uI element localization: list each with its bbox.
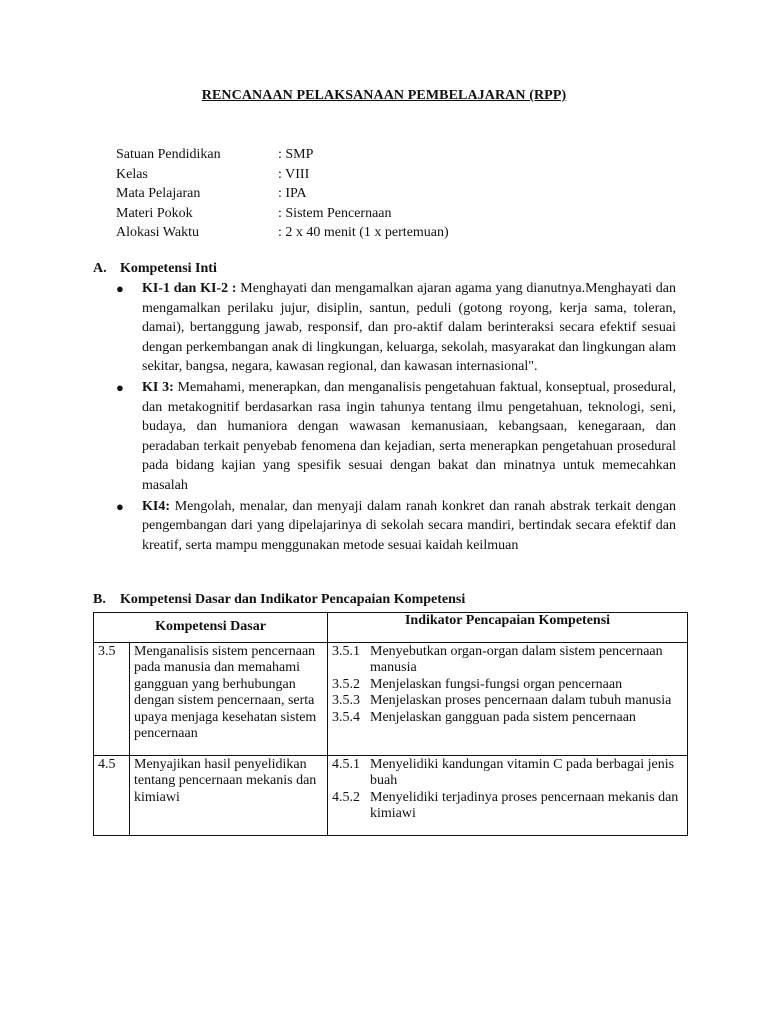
table-header-row bbox=[94, 613, 688, 643]
section-b-heading bbox=[93, 592, 465, 608]
ki-text: Menghayati dan mengamalkan ajaran agama yang dianutnya.Menghayati dan mengamalkan perilaku jujur, disiplin, santun, peduli (gotong royong, kerja sama, toleran, damai), bertanggung jawab, responsif, dan pro-aktif dalam berinteraksi secara efektif sesuai dengan perkembangan anak di lingkungan, keluarga, sekolah, masyarakat dan lingkungan alam sekitar, bangsa, negara, kawasan regional, dan kawasan internasional". bbox=[142, 281, 676, 375]
kd-text: Menganalisis sistem pencernaan pada manusia dan memahami gangguan yang berhubungan dengan sistem pencernaan, serta upaya menjaga kesehatan sistem pencernaan bbox=[130, 642, 328, 755]
list-item bbox=[116, 279, 676, 377]
document-title: RENCANAAN PELAKSANAAN PEMBELAJARAN (RPP) bbox=[201, 88, 567, 103]
indicator-item bbox=[332, 757, 683, 790]
indicator-item bbox=[332, 693, 683, 710]
indicator-number: 4.5.1 bbox=[332, 756, 361, 772]
identity-block bbox=[116, 145, 449, 243]
bullet-icon: ● bbox=[116, 379, 124, 395]
indicator-item bbox=[332, 790, 683, 823]
indicator-text: Menjelaskan gangguan pada sistem pencernaan bbox=[370, 709, 636, 725]
kd-text: Menyajikan hasil penyelidikan tentang pencernaan mekanis dan kimiawi bbox=[130, 755, 328, 835]
ki-label: KI 3: bbox=[142, 379, 174, 395]
kd-code: 4.5 bbox=[94, 755, 130, 835]
section-b-title: Kompetensi Dasar dan Indikator Pencapaian Kompetensi bbox=[120, 592, 466, 607]
identity-value: : IPA bbox=[278, 186, 307, 201]
kompetensi-inti-list bbox=[116, 279, 676, 556]
indicator-text: Menyebutkan organ-organ dalam sistem pencernaan manusia bbox=[370, 643, 663, 675]
ki-text: Mengolah, menalar, dan menyaji dalam ranah konkret dan ranah abstrak terkait dengan pengembangan dari yang dipelajarinya di sekolah secara mandiri, bertindak secara efektif dan kreatif, serta mampu menggunakan metode sesuai kaidah keilmuan bbox=[142, 498, 676, 553]
column-header-kd: Kompetensi Dasar bbox=[94, 613, 328, 643]
section-a-letter: A. bbox=[93, 261, 107, 276]
section-a-title: Kompetensi Inti bbox=[120, 261, 217, 276]
identity-row bbox=[116, 145, 449, 165]
table-row bbox=[94, 755, 688, 835]
list-item bbox=[116, 378, 676, 496]
indicator-number: 3.5.1 bbox=[332, 643, 361, 659]
identity-label: Alokasi Waktu bbox=[116, 225, 199, 240]
indicator-number: 3.5.3 bbox=[332, 693, 361, 708]
kd-code: 3.5 bbox=[94, 642, 130, 755]
indicator-text: Menyelidiki terjadinya proses pencernaan mekanis dan kimiawi bbox=[370, 789, 679, 821]
list-item bbox=[116, 497, 676, 556]
ki-text: Memahami, menerapkan, dan menganalisis pengetahuan faktual, konseptual, prosedural, dan metakognitif berdasarkan rasa ingin tahunya tentang ilmu pengetahuan, teknologi, seni, budaya, dan humaniora dengan wawasan kemanusiaan, kebangsaan, kenegaraan, dan peradaban terkait penyebab fenomena dan kejadian, serta menerapkan pengetahuan prosedural pada bidang kajian yang spesifik sesuai dengan bakat dan minatnya untuk memecahkan masalah bbox=[142, 379, 677, 493]
indicator-number: 3.5.2 bbox=[332, 676, 361, 692]
identity-value: : 2 x 40 menit (1 x pertemuan) bbox=[278, 225, 449, 240]
identity-row bbox=[116, 223, 449, 243]
indicator-item bbox=[332, 710, 683, 727]
section-a-heading bbox=[93, 261, 217, 277]
bullet-icon: ● bbox=[116, 498, 124, 514]
column-header-indikator: Indikator Pencapaian Kompetensi bbox=[328, 613, 688, 643]
indicator-cell bbox=[328, 755, 688, 835]
bullet-icon: ● bbox=[116, 281, 124, 296]
identity-label: Materi Pokok bbox=[116, 205, 193, 221]
ki-label: KI-1 dan KI-2 : bbox=[142, 281, 237, 296]
indicator-item bbox=[332, 677, 683, 694]
table-row bbox=[94, 642, 688, 755]
identity-label: Mata Pelajaran bbox=[116, 186, 201, 201]
identity-value: : VIII bbox=[278, 166, 310, 182]
identity-label: Satuan Pendidikan bbox=[116, 147, 221, 162]
kd-indicator-table bbox=[93, 612, 688, 836]
indicator-text: Menjelaskan proses pencernaan dalam tubuh manusia bbox=[370, 693, 672, 708]
indicator-text: Menyelidiki kandungan vitamin C pada berbagai jenis buah bbox=[370, 756, 675, 788]
indicator-number: 4.5.2 bbox=[332, 789, 361, 805]
identity-value: : SMP bbox=[278, 147, 314, 162]
identity-value: : Sistem Pencernaan bbox=[278, 205, 392, 221]
ki-label: KI4: bbox=[142, 498, 170, 514]
indicator-item bbox=[332, 644, 683, 677]
indicator-text: Menjelaskan fungsi-fungsi organ pencernaan bbox=[370, 676, 623, 692]
identity-row bbox=[116, 184, 449, 204]
section-b-letter: B. bbox=[93, 592, 106, 607]
identity-row bbox=[116, 204, 449, 224]
indicator-number: 3.5.4 bbox=[332, 709, 361, 725]
indicator-cell bbox=[328, 642, 688, 755]
identity-row bbox=[116, 165, 449, 185]
identity-label: Kelas bbox=[116, 166, 148, 182]
